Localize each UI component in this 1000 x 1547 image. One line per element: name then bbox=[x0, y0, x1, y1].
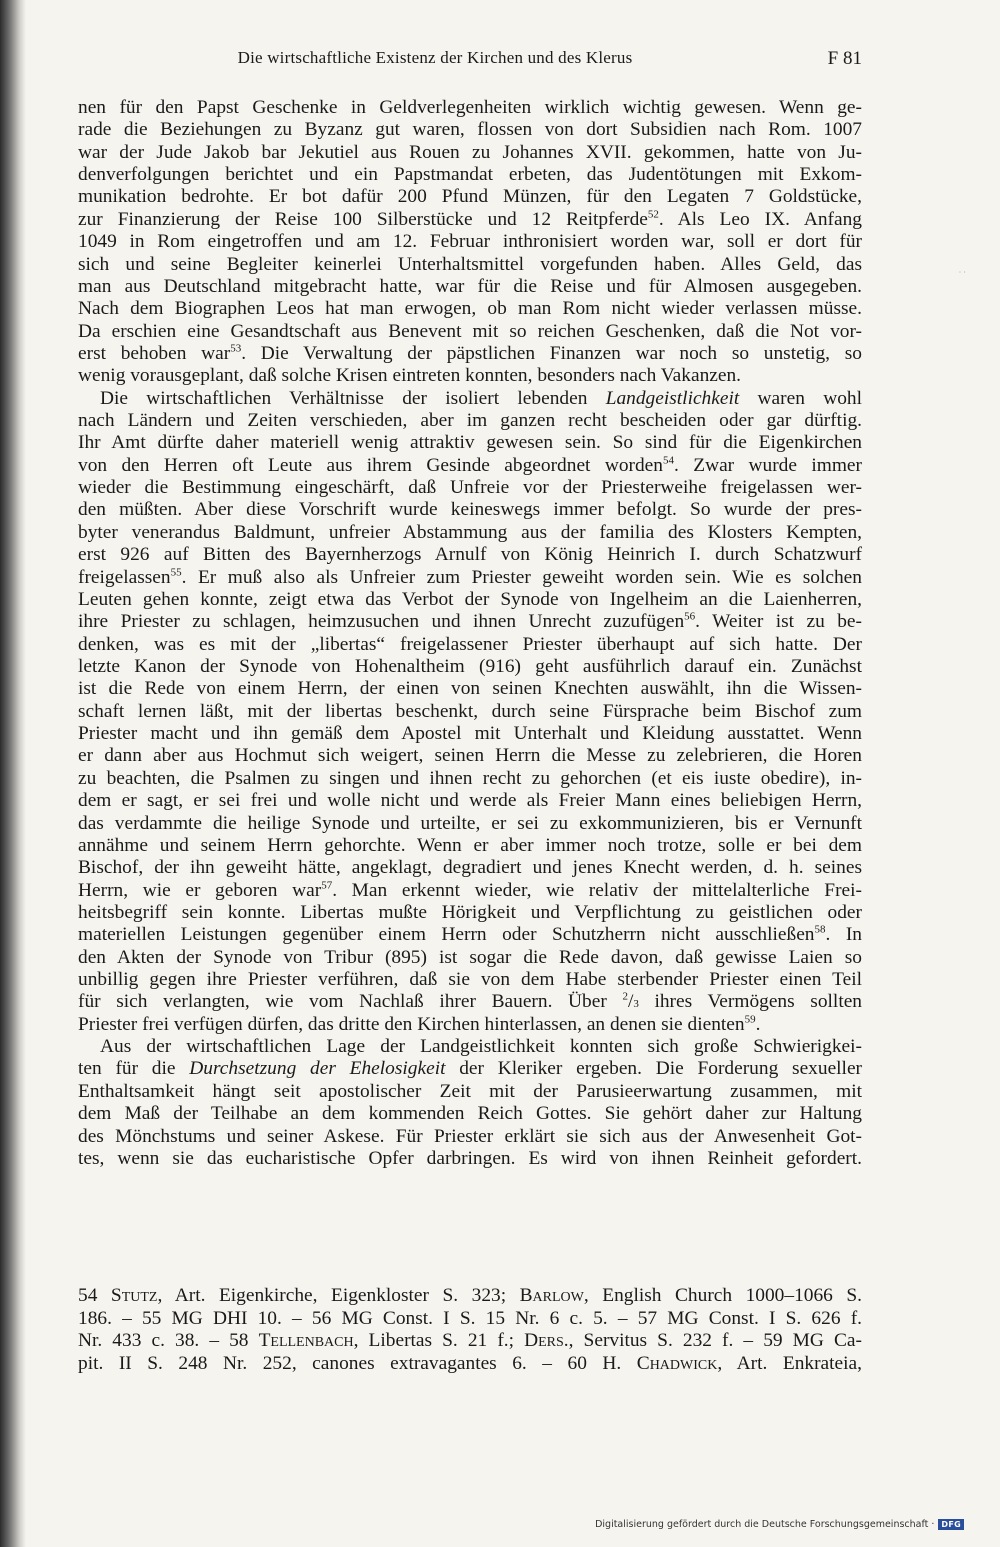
text-segment: Durchsetzung der Ehelosigkeit bbox=[189, 1058, 446, 1080]
footnote-line bbox=[78, 1308, 862, 1331]
text-segment: von den Herren oft Leute aus ihrem Gesinde abgeordnet worden bbox=[78, 454, 663, 476]
text-line bbox=[78, 522, 862, 544]
body-text bbox=[78, 97, 862, 1170]
text-segment: 186. – 55 MG DHI 10. – 56 MG Const. I S. 15 Nr. 6 c. 5. – 57 MG Const. I S. 626 f. bbox=[78, 1307, 862, 1329]
text-segment: dem er sagt, er sei frei und wolle nicht und werde als Freier Mann eines beliebigen Herrn, bbox=[78, 790, 862, 812]
footnote-marker: 53 bbox=[230, 342, 242, 355]
text-segment: erst 926 auf Bitten des Bayernherzogs Arnulf von König Heinrich I. durch Schatzwurf bbox=[78, 544, 862, 566]
text-line bbox=[78, 902, 862, 924]
text-line bbox=[78, 343, 862, 365]
text-segment: . Weiter ist zu be- bbox=[695, 611, 862, 633]
text-segment: schaft lernen läßt, mit der libertas beschenkt, durch seine Fürsprache beim Bischof zum bbox=[78, 700, 862, 722]
text-segment: . Zwar wurde immer bbox=[673, 454, 862, 476]
page-number: F 81 bbox=[827, 48, 862, 69]
text-segment: . Die Verwaltung der päpstlichen Finanzen war noch so unstetig, so bbox=[241, 342, 863, 364]
text-segment: Barlow bbox=[519, 1285, 584, 1306]
text-segment: Priester frei verfügen dürfen, das dritte den Kirchen hinterlassen, an denen sie dienten bbox=[78, 1013, 745, 1035]
text-segment: Da erschien eine Gesandtschaft aus Benevent mit so reichen Geschenken, daß die Not vor- bbox=[78, 320, 862, 342]
text-segment: Ihr Amt dürfte daher materiell wenig attraktiv gewesen sein. So sind für die Eigenkirchen bbox=[78, 432, 862, 454]
text-line bbox=[78, 142, 862, 164]
text-line bbox=[78, 209, 862, 231]
text-line bbox=[78, 589, 862, 611]
text-line bbox=[78, 924, 862, 946]
text-line bbox=[78, 790, 862, 812]
text-line bbox=[78, 186, 862, 208]
text-segment: unbillig gegen ihre Priester verführen, daß sie von dem Habe sterbender Priester einen Teil bbox=[78, 969, 862, 991]
scan-edge-shadow bbox=[0, 0, 26, 1547]
text-segment: waren wohl bbox=[739, 387, 862, 409]
text-segment: Nach dem Biographen Leos hat man erwogen, ob man Rom nicht wieder verlassen müsse. bbox=[78, 298, 862, 320]
text-line bbox=[78, 1036, 862, 1058]
text-line bbox=[78, 723, 862, 745]
footnote-marker: 57 bbox=[321, 879, 333, 892]
digitization-footer bbox=[595, 1517, 964, 1531]
text-line bbox=[78, 701, 862, 723]
text-line bbox=[78, 1014, 862, 1036]
text-line bbox=[78, 1126, 862, 1148]
text-segment: wenig vorausgeplant, daß solche Krisen eintreten konnten, besonders nach Vakanzen. bbox=[78, 365, 742, 387]
text-line bbox=[78, 164, 862, 186]
text-line bbox=[78, 880, 862, 902]
text-segment: Die wirtschaftlichen Verhältnisse der isoliert lebenden bbox=[100, 387, 606, 409]
text-segment: man aus Deutschland mitgebracht hatte, war für die Reise und für Almosen ausgegeben. bbox=[78, 275, 862, 297]
text-segment: sich und seine Begleiter keinerlei Unterhaltsmittel vorgefunden haben. Alles Geld, das bbox=[78, 253, 862, 275]
text-segment: Tellenbach bbox=[258, 1330, 354, 1351]
text-segment: wieder die Bestimmung eingeschärft, daß Unfreie vor der Priesterweihe freigelassen wer- bbox=[78, 477, 862, 499]
text-segment: Nr. 433 c. 38. – 58 bbox=[78, 1330, 259, 1351]
footnote-marker: 56 bbox=[684, 610, 696, 623]
text-line bbox=[78, 1081, 862, 1103]
text-line bbox=[78, 1148, 862, 1170]
text-segment: Stutz bbox=[110, 1285, 158, 1306]
text-line bbox=[78, 947, 862, 969]
text-line bbox=[78, 611, 862, 633]
text-line bbox=[78, 432, 862, 454]
text-line bbox=[78, 365, 862, 387]
footnote-line bbox=[78, 1330, 862, 1353]
text-segment: Aus der wirtschaftlichen Lage der Landgeistlichkeit konnten sich große Schwierigkei- bbox=[100, 1036, 862, 1058]
text-line bbox=[78, 857, 862, 879]
text-segment: . Man erkennt wieder, wie relativ der mittelalterliche Frei- bbox=[332, 879, 862, 901]
text-segment: das verdammte die heilige Synode und urteilte, er sei zu exkommunizieren, bis er Vernunft bbox=[78, 812, 862, 834]
text-line bbox=[78, 969, 862, 991]
text-segment: , Libertas S. 21 f.; bbox=[353, 1330, 525, 1351]
text-segment: ten für die bbox=[78, 1058, 190, 1080]
text-line bbox=[78, 768, 862, 790]
footnote-marker: 2 bbox=[622, 990, 628, 1003]
text-segment: Bischof, der ihn geweiht hätte, angeklagt, degradiert und jenes Knecht werden, d. h. seines bbox=[78, 857, 862, 879]
text-line bbox=[78, 678, 862, 700]
text-line bbox=[78, 388, 862, 410]
text-segment: , Servitus S. 232 f. – 59 MG Ca- bbox=[568, 1330, 862, 1351]
text-segment: . Als Leo IX. Anfang bbox=[658, 208, 862, 230]
text-line bbox=[78, 321, 862, 343]
text-segment: Chadwick bbox=[636, 1352, 718, 1374]
text-segment: . In bbox=[825, 924, 862, 946]
text-segment: den Akten der Synode von Tribur (895) ist sogar die Rede davon, daß gewisse Laien so bbox=[78, 946, 862, 968]
text-segment: nach Ländern und Zeiten verschieden, aber im ganzen recht bescheiden oder gar dürftig. bbox=[78, 410, 862, 432]
text-line bbox=[78, 455, 862, 477]
text-segment: nen für den Papst Geschenke in Geldverlegenheiten wirklich wichtig gewesen. Wenn ge- bbox=[78, 97, 862, 118]
text-segment: ihre Priester zu schlagen, heimzusuchen und ihnen Unrecht zuzufügen bbox=[78, 611, 685, 633]
text-line bbox=[78, 835, 862, 857]
text-segment: Landgeistlichkeit bbox=[605, 387, 740, 409]
text-line bbox=[78, 499, 862, 521]
text-line bbox=[78, 254, 862, 276]
text-segment: zu beachten, die Psalmen zu singen und ihnen recht zu gehorchen (et eis iuste obedire), in- bbox=[78, 767, 862, 789]
footnote-marker: 54 bbox=[662, 454, 674, 467]
digitization-note: Digitalisierung gefördert durch die Deutsche Forschungsgemeinschaft · bbox=[595, 1518, 935, 1530]
text-segment: Ders. bbox=[524, 1330, 569, 1351]
text-segment: Priester macht und ihn gemäß dem Apostel mit Unterhalt und Kleidung ausstattet. Wenn bbox=[78, 723, 862, 745]
text-segment: heitsbegriff sein konnte. Libertas mußte Hörigkeit und Verpflichtung zu geistlichen oder bbox=[78, 901, 862, 923]
footnote-line bbox=[78, 1285, 862, 1308]
text-segment: tes, wenn sie das eucharistische Opfer darbringen. Es wird von ihnen Reinheit gefordert. bbox=[78, 1147, 862, 1169]
text-line bbox=[78, 544, 862, 566]
footnote-line bbox=[78, 1353, 862, 1376]
text-segment: rade die Beziehungen zu Byzanz gut waren, flossen von dort Subsidien nach Rom. 1007 bbox=[78, 119, 862, 141]
text-segment: . bbox=[755, 1013, 761, 1035]
text-segment: pit. II S. 248 Nr. 252, canones extravagantes 6. – 60 H. bbox=[78, 1352, 637, 1374]
footnote-marker: 58 bbox=[814, 923, 826, 936]
text-line bbox=[78, 477, 862, 499]
text-segment: des Mönchstums und seiner Askese. Für Priester erklärt sie sich aus der Anwesenheit Got- bbox=[78, 1125, 862, 1147]
text-line bbox=[78, 231, 862, 253]
text-segment: war der Jude Jakob bar Jekutiel aus Rouen zu Johannes XVII. gekommen, hatte von Ju- bbox=[78, 141, 862, 163]
text-segment: zur Finanzierung der Reise 100 Silberstücke und 12 Reitpferde bbox=[78, 208, 648, 230]
text-line bbox=[78, 1103, 862, 1125]
text-segment: , Art. Enkrateia, bbox=[717, 1352, 862, 1374]
text-segment: 3 bbox=[633, 998, 639, 1011]
text-segment: / bbox=[627, 991, 634, 1013]
footnote-marker: 59 bbox=[744, 1013, 756, 1026]
footnotes bbox=[78, 1285, 862, 1375]
footnote-marker: 52 bbox=[647, 208, 659, 221]
text-line bbox=[78, 813, 862, 835]
text-segment: Herrn, wie er geboren war bbox=[78, 879, 322, 901]
running-title: Die wirtschaftliche Existenz der Kirchen und des Klerus bbox=[237, 48, 633, 67]
footnote-marker: 55 bbox=[170, 566, 182, 579]
text-segment: erst behoben war bbox=[78, 342, 231, 364]
text-segment: für sich verlangten, wie vom Nachlaß ihrer Bauern. Über bbox=[78, 991, 623, 1013]
text-segment: er dann aber aus Hochmut sich weigert, seinen Herrn die Messe zu zelebrieren, die Horen bbox=[78, 745, 862, 767]
text-line bbox=[78, 276, 862, 298]
text-segment: Leuten gehen konnte, zeigt etwa das Verbot der Synode von Ingelheim an die Laienherren, bbox=[78, 588, 862, 610]
page-header bbox=[78, 48, 862, 74]
text-line bbox=[78, 1058, 862, 1080]
text-line bbox=[78, 119, 862, 141]
dfg-logo: DFG bbox=[938, 1519, 964, 1530]
text-segment: dem Maß der Teilhabe an dem kommenden Reich Gottes. Sie gehört daher zur Haltung bbox=[78, 1103, 862, 1125]
text-segment: denken, was es mit der „libertas“ freigelassener Priester überhaupt auf sich hatte. Der bbox=[78, 633, 862, 655]
text-line bbox=[78, 745, 862, 767]
text-segment: denverfolgungen berichtet und ein Papstmandat erbeten, das Judentötungen mit Exkom- bbox=[78, 164, 862, 186]
text-segment: annähme und seinem Herrn gehorchte. Wenn er aber immer noch trotze, solle er bei dem bbox=[78, 834, 862, 856]
text-line bbox=[78, 410, 862, 432]
text-segment: . Er muß also als Unfreier zum Priester geweiht worden sein. Wie es solchen bbox=[181, 566, 862, 588]
margin-mark: · · bbox=[958, 268, 966, 277]
text-segment: ist die Rede von einem Herrn, der einen von seinen Knechten auswählt, ihn die Wissen- bbox=[78, 678, 862, 700]
text-line bbox=[78, 567, 862, 589]
text-line bbox=[78, 298, 862, 320]
text-segment: der Kleriker ergeben. Die Forderung sexueller bbox=[445, 1058, 863, 1080]
text-segment: ihres Vermögens sollten bbox=[638, 991, 863, 1013]
text-line bbox=[78, 97, 862, 119]
text-line bbox=[78, 656, 862, 678]
text-segment: freigelassen bbox=[78, 566, 171, 588]
text-segment: 1049 in Rom eingetroffen und am 12. Februar inthronisiert worden war, soll er dort für bbox=[78, 231, 862, 253]
text-segment: materiellen Leistungen gegenüber einem Herrn oder Schutzherrn nicht ausschließen bbox=[78, 924, 815, 946]
text-segment: 54 bbox=[78, 1285, 111, 1306]
text-segment: munikation bedrohte. Er bot dafür 200 Pfund Münzen, für den Legaten 7 Goldstücke, bbox=[78, 186, 862, 208]
text-line bbox=[78, 991, 862, 1013]
text-segment: , Art. Eigenkirche, Eigenkloster S. 323; bbox=[157, 1285, 520, 1306]
text-segment: Enthaltsamkeit hängt seit apostolischer Zeit mit der Parusieerwartung zusammen, mit bbox=[78, 1080, 862, 1102]
text-segment: den müßten. Aber diese Vorschrift wurde keineswegs immer befolgt. So wurde der pres- bbox=[78, 499, 862, 521]
text-segment: byter venerandus Baldmunt, unfreier Abstammung aus der familia des Klosters Kempten, bbox=[78, 521, 862, 543]
text-line bbox=[78, 634, 862, 656]
text-segment: letzte Kanon der Synode von Hohenaltheim (916) geht ausführlich darauf ein. Zunächst bbox=[78, 655, 862, 677]
text-segment: , English Church 1000–1066 S. bbox=[583, 1285, 862, 1306]
